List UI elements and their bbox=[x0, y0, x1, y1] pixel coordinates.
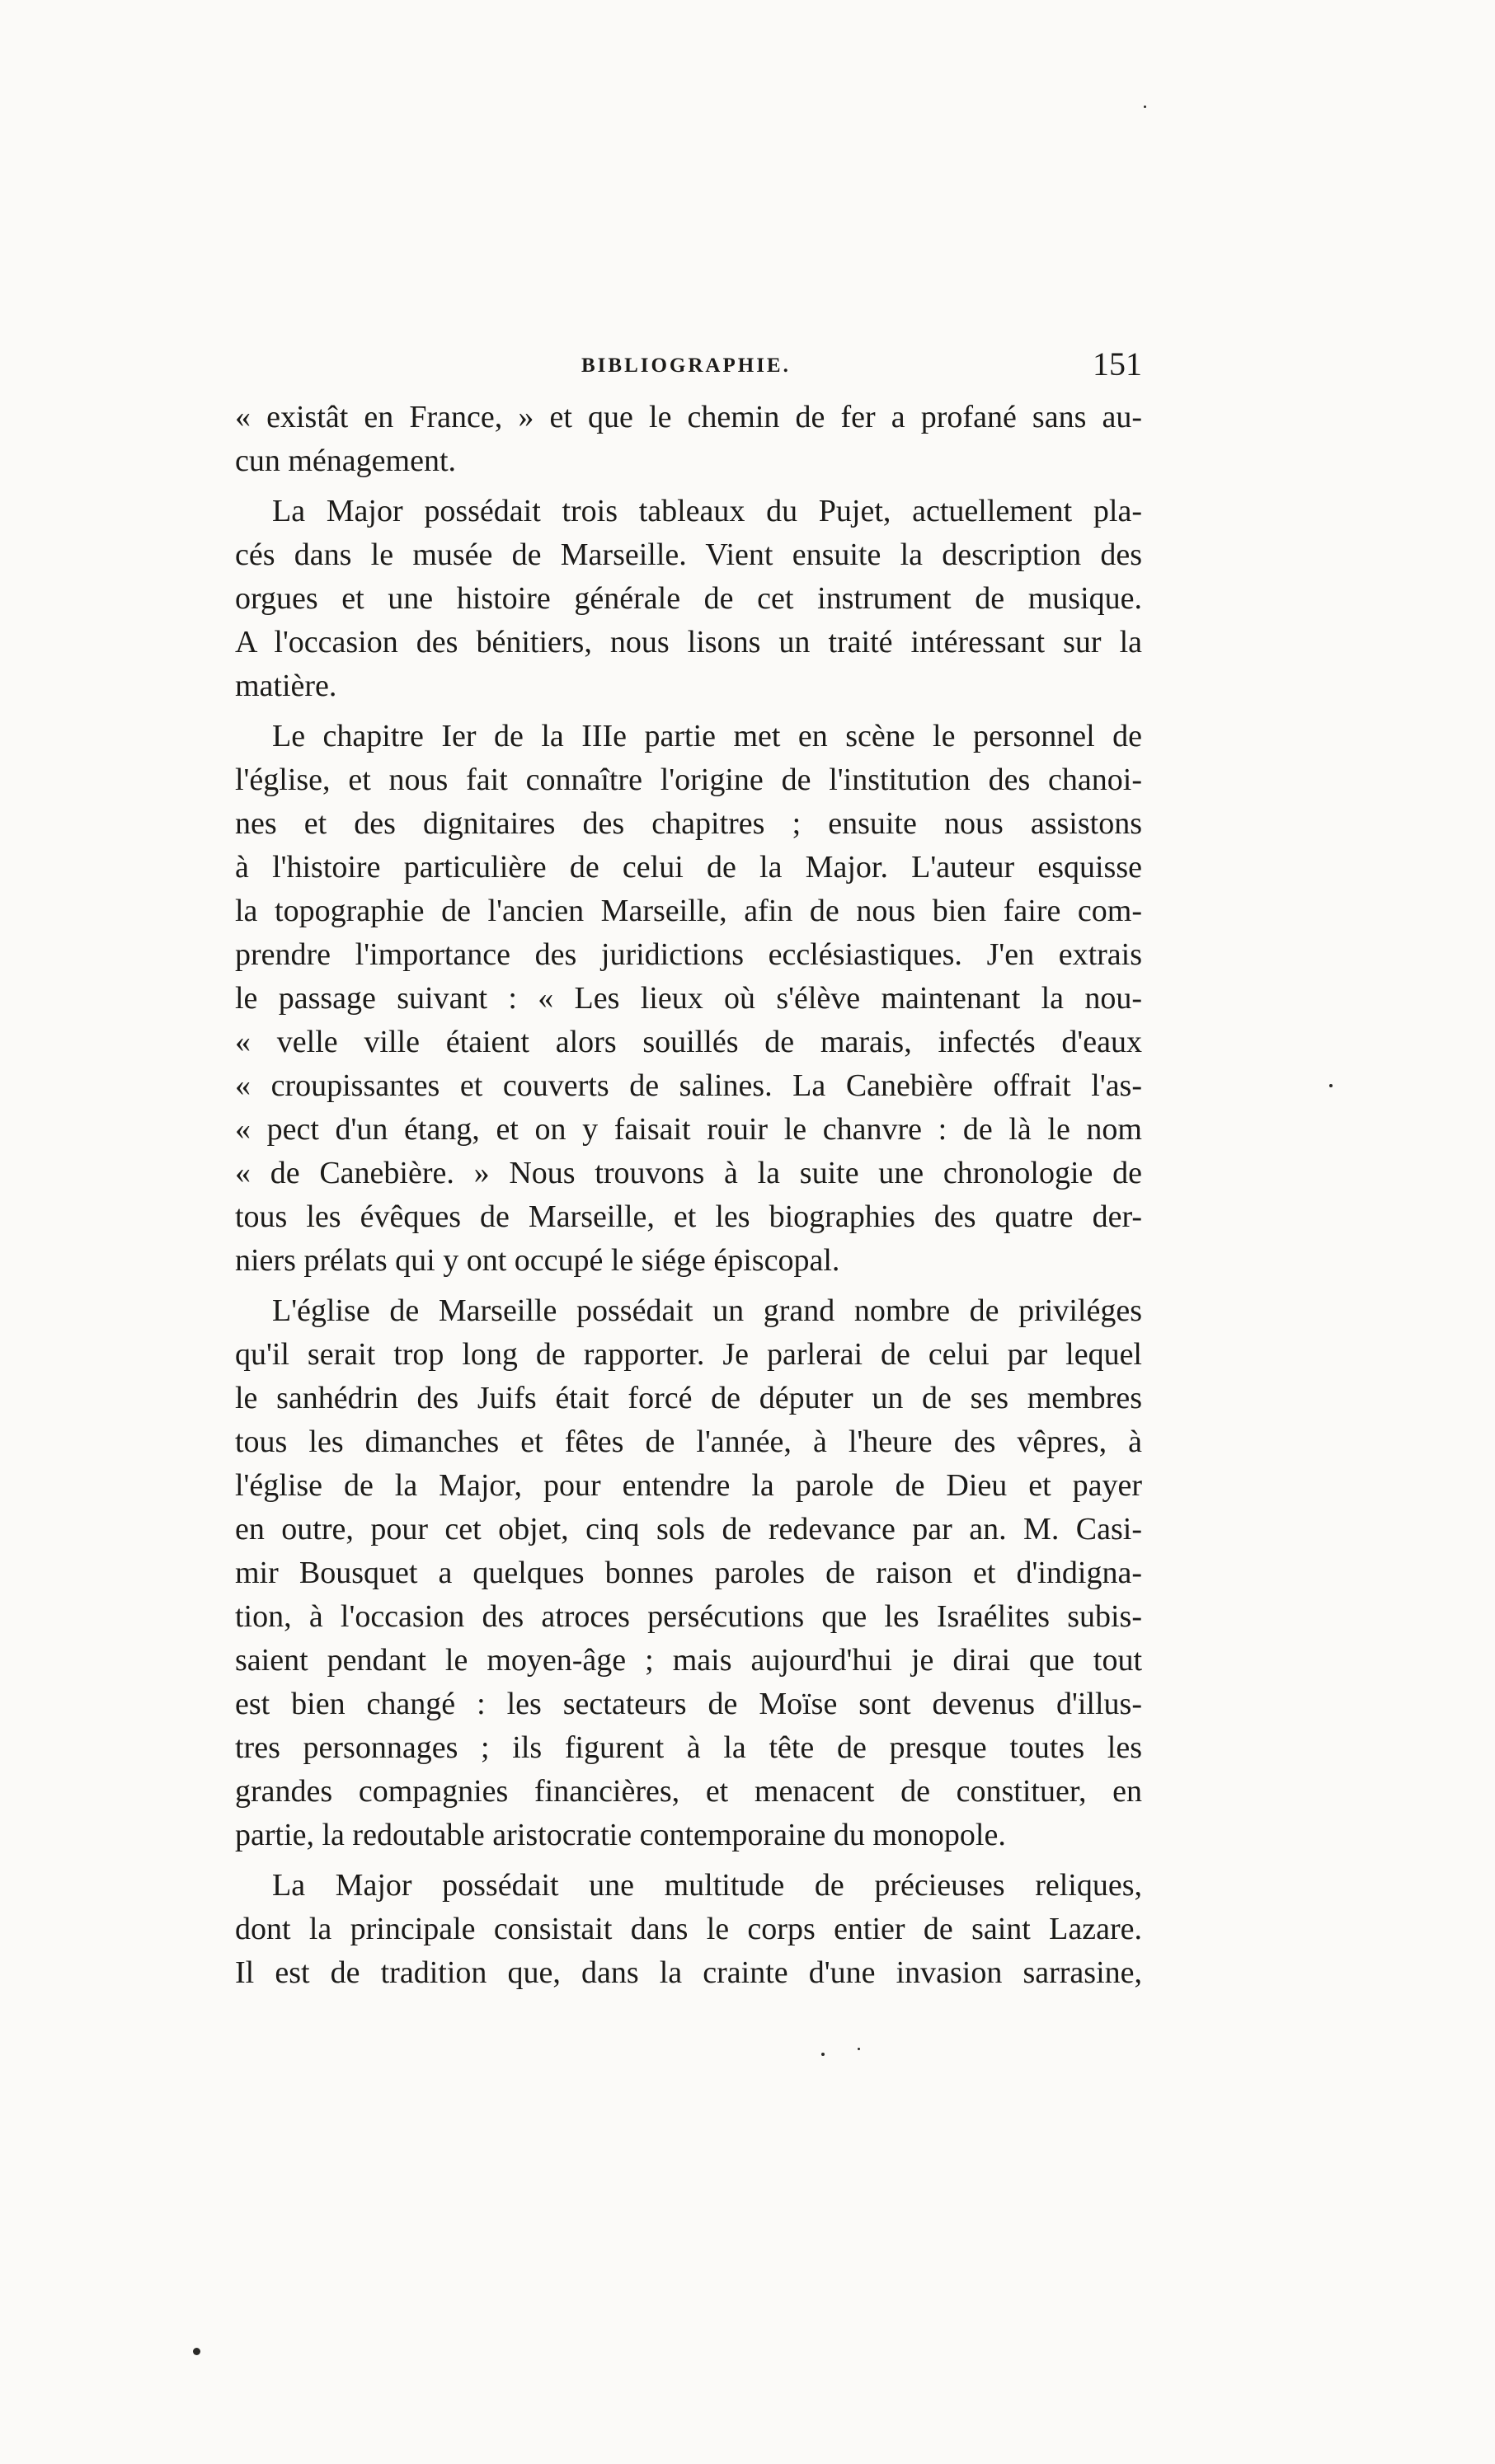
text-line: niers prélats qui y ont occupé le siége épiscopal. bbox=[235, 1243, 840, 1278]
text-line: en outre, pour cet objet, cinq sols de redevance par an. M. Casi- bbox=[235, 1512, 1142, 1546]
text-line: l'église de la Major, pour entendre la parole de Dieu et payer bbox=[235, 1468, 1142, 1503]
scan-speck bbox=[1329, 1084, 1333, 1087]
text-line: tous les dimanches et fêtes de l'année, à l'heure des vêpres, à bbox=[235, 1424, 1142, 1459]
text-line: « velle ville étaient alors souillés de marais, infectés d'eaux bbox=[235, 1025, 1142, 1059]
text-line: nes et des dignitaires des chapitres ; ensuite nous assistons bbox=[235, 806, 1142, 841]
text-line: tous les évêques de Marseille, et les biographies des quatre der- bbox=[235, 1199, 1142, 1234]
text-line: matière. bbox=[235, 669, 337, 703]
text-line: tres personnages ; ils figurent à la tête de presque toutes les bbox=[235, 1730, 1142, 1765]
text-line: orgues et une histoire générale de cet instrument de musique. bbox=[235, 581, 1142, 616]
text-line: « croupissantes et couverts de salines. La Canebière offrait l'as- bbox=[235, 1068, 1142, 1103]
text-line: « existât en France, » et que le chemin de fer a profané sans au- bbox=[235, 400, 1142, 434]
page-header bbox=[235, 346, 1142, 396]
text-line: grandes compagnies financières, et menacent de constituer, en bbox=[235, 1774, 1142, 1809]
text-line: mir Bousquet a quelques bonnes paroles de raison et d'indigna- bbox=[235, 1556, 1142, 1590]
text-line: L'église de Marseille possédait un grand nombre de priviléges bbox=[272, 1293, 1142, 1328]
text-line: cés dans le musée de Marseille. Vient ensuite la description des bbox=[235, 537, 1142, 572]
running-head: BIBLIOGRAPHIE. bbox=[581, 354, 791, 377]
text-line: est bien changé : les sectateurs de Moïse sont devenus d'illus- bbox=[235, 1687, 1142, 1721]
text-line: dont la principale consistait dans le corps entier de saint Lazare. bbox=[235, 1912, 1142, 1946]
text-line: à l'histoire particulière de celui de la Major. L'auteur esquisse bbox=[235, 850, 1142, 885]
text-line: prendre l'importance des juridictions ecclésiastiques. J'en extrais bbox=[235, 937, 1142, 972]
text-line: le passage suivant : « Les lieux où s'élève maintenant la nou- bbox=[235, 981, 1142, 1016]
text-line: La Major possédait une multitude de précieuses reliques, bbox=[272, 1868, 1142, 1903]
text-line: le sanhédrin des Juifs était forcé de députer un de ses membres bbox=[235, 1381, 1142, 1415]
text-line: saient pendant le moyen-âge ; mais aujourd'hui je dirai que tout bbox=[235, 1643, 1142, 1678]
body-text bbox=[235, 396, 1142, 1995]
text-line: La Major possédait trois tableaux du Pujet, actuellement pla- bbox=[272, 494, 1142, 528]
scan-speck bbox=[193, 2348, 200, 2355]
scan-speck bbox=[1144, 106, 1146, 108]
page-number: 151 bbox=[1093, 345, 1142, 383]
text-line: « de Canebière. » Nous trouvons à la suite une chronologie de bbox=[235, 1156, 1142, 1190]
scan-speck bbox=[858, 2048, 860, 2050]
text-line: tion, à l'occasion des atroces persécutions que les Israélites subis- bbox=[235, 1599, 1142, 1634]
text-line: partie, la redoutable aristocratie contemporaine du monopole. bbox=[235, 1818, 1006, 1852]
text-line: qu'il serait trop long de rapporter. Je parlerai de celui par lequel bbox=[235, 1337, 1142, 1372]
text-line: « pect d'un étang, et on y faisait rouir le chanvre : de là le nom bbox=[235, 1112, 1142, 1147]
text-line: Il est de tradition que, dans la crainte d'une invasion sarrasine, bbox=[235, 1955, 1142, 1990]
scan-speck bbox=[821, 2053, 825, 2056]
text-line: la topographie de l'ancien Marseille, afin de nous bien faire com- bbox=[235, 894, 1142, 928]
text-line: A l'occasion des bénitiers, nous lisons un traité intéressant sur la bbox=[235, 625, 1142, 659]
text-line: l'église, et nous fait connaître l'origine de l'institution des chanoi- bbox=[235, 763, 1142, 797]
text-line: cun ménagement. bbox=[235, 444, 457, 478]
text-line: Le chapitre Ier de la IIIe partie met en scène le personnel de bbox=[272, 719, 1142, 753]
